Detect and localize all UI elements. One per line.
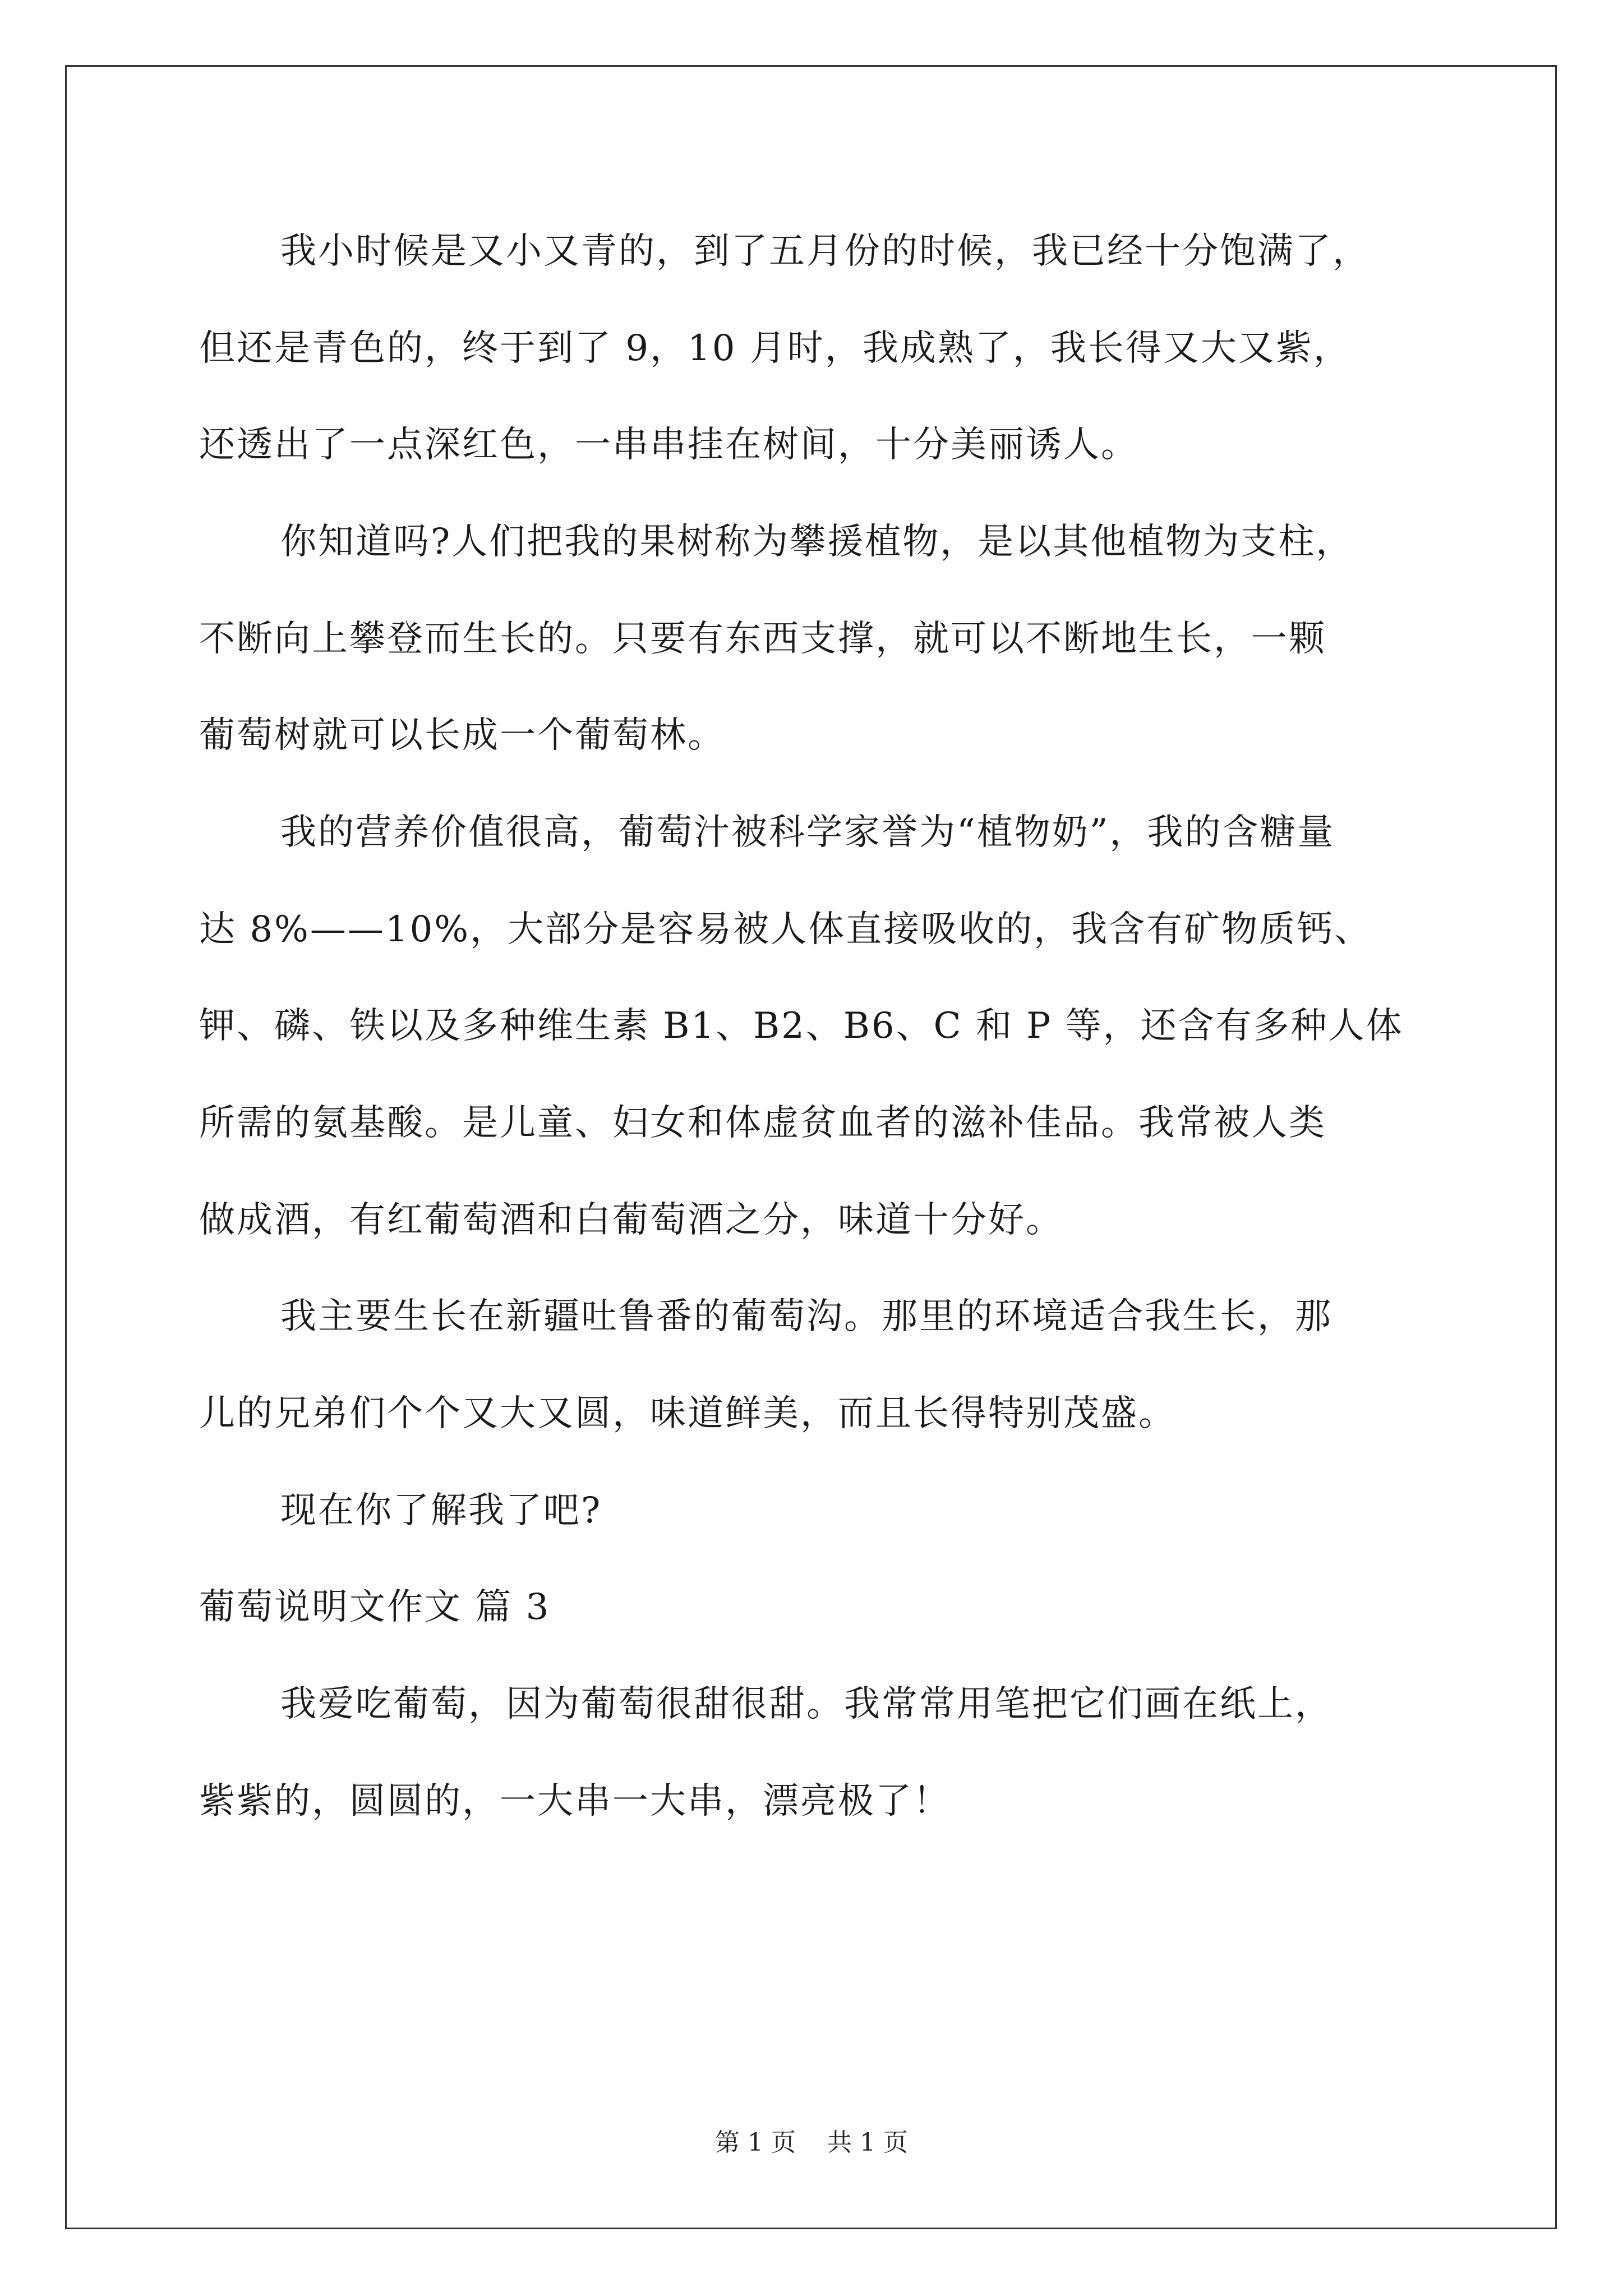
paragraph-4-line-1: 我主要生长在新疆吐鲁番的葡萄沟。那里的环境适合我生长，那 (280, 1296, 1332, 1337)
paragraph-2-line-2: 不断向上攀登而生长的。只要有东西支撑，就可以不断地生长，一颗 (199, 618, 1326, 660)
paragraph-2-line-1: 你知道吗?人们把我的果树称为攀援植物，是以其他植物为支柱， (280, 521, 1354, 563)
paragraph-3-line-3: 钾、磷、铁以及多种维生素 B1、B2、B6、C 和 P 等，还含有多种人体 (199, 1005, 1404, 1047)
paragraph-2-line-3: 葡萄树就可以长成一个葡萄林。 (199, 715, 725, 756)
paragraph-3-line-1: 我的营养价值很高，葡萄汁被科学家誉为“植物奶”，我的含糖量 (280, 812, 1335, 853)
paragraph-3-line-4: 所需的氨基酸。是儿童、妇女和体虚贫血者的滋补佳品。我常被人类 (199, 1102, 1326, 1144)
paragraph-3-line-2: 达 8%——10%，大部分是容易被人体直接吸收的，我含有矿物质钙、 (199, 909, 1372, 950)
paragraph-6-line-2: 紫紫的，圆圆的，一大串一大串，漂亮极了！ (199, 1780, 951, 1822)
paragraph-5-line-1: 现在你了解我了吧? (280, 1490, 602, 1531)
paragraph-1-line-2: 但还是青色的，终于到了 9，10 月时，我成熟了，我长得又大又紫， (199, 328, 1351, 369)
page-footer (0, 2126, 1623, 2160)
paragraph-4-line-2: 儿的兄弟们个个又大又圆，味道鲜美，而且长得特别茂盛。 (199, 1393, 1176, 1434)
section-heading: 葡萄说明文作文 篇 3 (199, 1586, 551, 1628)
paragraph-1-line-3: 还透出了一点深红色，一串串挂在树间，十分美丽诱人。 (199, 424, 1138, 466)
paragraph-1-line-1: 我小时候是又小又青的，到了五月份的时候，我已经十分饱满了， (280, 231, 1370, 272)
page-number: 第 1 页 共 1 页 (715, 2128, 908, 2157)
paragraph-3-line-5: 做成酒，有红葡萄酒和白葡萄酒之分，味道十分好。 (199, 1199, 1063, 1241)
paragraph-6-line-1: 我爱吃葡萄，因为葡萄很甜很甜。我常常用笔把它们画在纸上， (280, 1683, 1332, 1725)
